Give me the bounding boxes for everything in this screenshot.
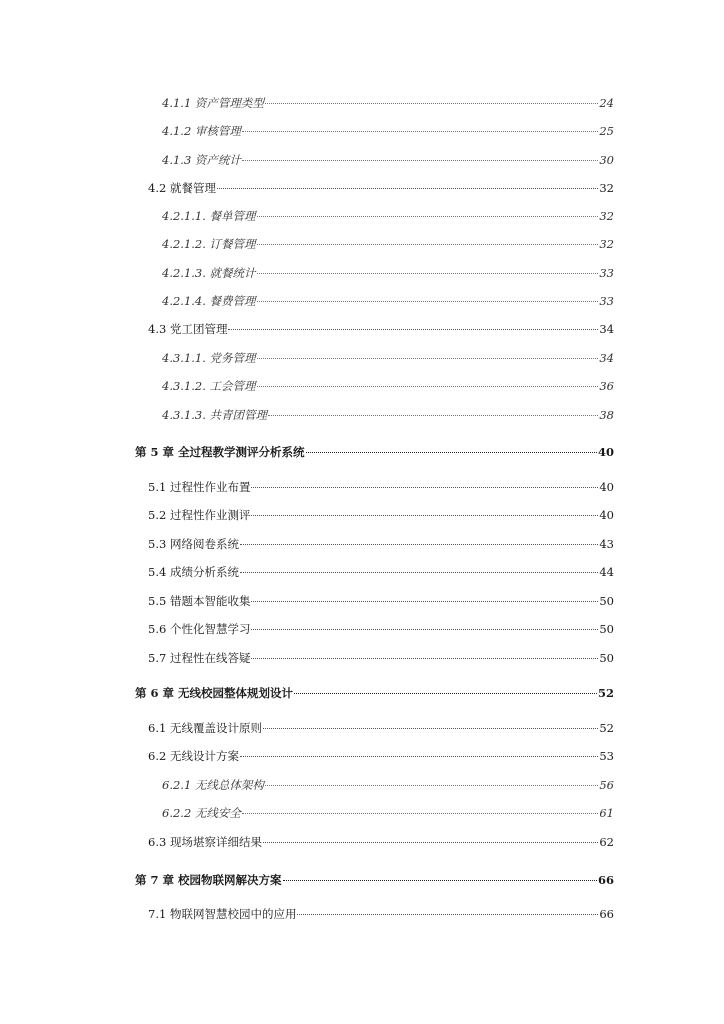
toc-entry[interactable]: [162, 379, 614, 393]
toc-entry-page: 66: [599, 907, 614, 921]
dot-leader: [242, 160, 598, 161]
dot-leader: [283, 880, 597, 881]
toc-entry-page: 33: [599, 294, 614, 308]
toc-entry-label: 6.3 现场堪察详细结果: [148, 835, 262, 849]
toc-entry-page: 40: [599, 480, 614, 494]
toc-entry-label: 4.2.1.2. 订餐管理: [162, 237, 256, 251]
toc-entry-label: 5.7 过程性在线答疑: [148, 651, 251, 665]
toc-entry[interactable]: [148, 594, 614, 608]
dot-leader: [294, 693, 597, 694]
toc-entry-page: 32: [599, 181, 614, 195]
toc-entry-page: 56: [599, 778, 614, 792]
toc-entry-page: 61: [599, 806, 614, 820]
dot-leader: [242, 813, 598, 814]
toc-entry[interactable]: [135, 445, 614, 459]
dot-leader: [257, 216, 599, 217]
toc-entry-label: 4.3.1.1. 党务管理: [162, 351, 256, 365]
toc-entry-label: 5.5 错题本智能收集: [148, 594, 251, 608]
toc-entry-page: 40: [599, 508, 614, 522]
toc-entry-label: 6.2.2 无线安全: [162, 806, 241, 820]
toc-entry[interactable]: [162, 153, 614, 167]
toc-entry[interactable]: [148, 721, 614, 735]
toc-entry-page: 40: [597, 445, 614, 459]
toc-entry[interactable]: [162, 96, 614, 110]
toc-entry[interactable]: [135, 873, 614, 887]
toc-entry[interactable]: [162, 806, 614, 820]
dot-leader: [265, 103, 598, 104]
dot-leader: [240, 544, 598, 545]
toc-entry-page: 30: [599, 153, 614, 167]
toc-entry[interactable]: [162, 266, 614, 280]
toc-entry-page: 25: [599, 124, 614, 138]
toc-entry-label: 6.1 无线覆盖设计原则: [148, 721, 262, 735]
toc-entry-page: 32: [599, 209, 614, 223]
toc-entry-page: 50: [599, 594, 614, 608]
toc-entry-label: 6.2.1 无线总体架构: [162, 778, 264, 792]
toc-entry[interactable]: [148, 907, 614, 921]
toc-entry-page: 32: [599, 237, 614, 251]
dot-leader: [257, 358, 599, 359]
toc-entry-page: 53: [599, 749, 614, 763]
dot-leader: [306, 452, 597, 453]
dot-leader: [240, 572, 598, 573]
toc-entry-label: 7.1 物联网智慧校园中的应用: [148, 907, 297, 921]
toc-entry-label: 第 7 章 校园物联网解决方案: [135, 873, 282, 887]
toc-entry-page: 38: [599, 408, 614, 422]
toc-entry-page: 43: [599, 537, 614, 551]
toc-entry[interactable]: [148, 651, 614, 665]
toc-entry-label: 6.2 无线设计方案: [148, 749, 239, 763]
toc-entry-label: 5.3 网络阅卷系统: [148, 537, 239, 551]
toc-entry-label: 4.1.2 审核管理: [162, 124, 241, 138]
dot-leader: [297, 914, 598, 915]
toc-entry[interactable]: [148, 537, 614, 551]
dot-leader: [257, 273, 599, 274]
toc-entry-label: 5.4 成绩分析系统: [148, 565, 239, 579]
toc-entry-label: 4.3 党工团管理: [148, 322, 228, 336]
toc-entry[interactable]: [148, 749, 614, 763]
dot-leader: [257, 386, 599, 387]
toc-entry[interactable]: [135, 686, 614, 700]
toc-entry[interactable]: [148, 622, 614, 636]
toc-entry-label: 4.3.1.2. 工会管理: [162, 379, 256, 393]
toc-entry-page: 44: [599, 565, 614, 579]
toc-entry[interactable]: [162, 778, 614, 792]
toc-entry[interactable]: [148, 322, 614, 336]
toc-entry[interactable]: [148, 565, 614, 579]
toc-entry-page: 24: [599, 96, 614, 110]
dot-leader: [257, 244, 599, 245]
toc-entry[interactable]: [162, 237, 614, 251]
toc-entry-page: 52: [599, 721, 614, 735]
toc-entry-label: 5.6 个性化智慧学习: [148, 622, 251, 636]
toc-entry-page: 66: [597, 873, 614, 887]
dot-leader: [257, 301, 599, 302]
dot-leader: [263, 728, 598, 729]
toc-entry[interactable]: [162, 124, 614, 138]
dot-leader: [251, 629, 598, 630]
toc-entry-page: 50: [599, 622, 614, 636]
toc-entry-label: 4.3.1.3. 共青团管理: [162, 408, 268, 422]
dot-leader: [251, 658, 598, 659]
dot-leader: [251, 487, 598, 488]
toc-entry[interactable]: [162, 351, 614, 365]
toc-entry-page: 36: [599, 379, 614, 393]
toc-entry-page: 34: [599, 351, 614, 365]
toc-entry[interactable]: [162, 408, 614, 422]
dot-leader: [217, 188, 598, 189]
toc-entry[interactable]: [148, 181, 614, 195]
dot-leader: [240, 756, 598, 757]
toc-entry-label: 4.2.1.3. 就餐统计: [162, 266, 256, 280]
toc-entry-label: 第 6 章 无线校园整体规划设计: [135, 686, 294, 700]
dot-leader: [251, 515, 598, 516]
toc-entry-label: 4.2.1.4. 餐费管理: [162, 294, 256, 308]
toc-entry-label: 4.2.1.1. 餐单管理: [162, 209, 256, 223]
toc-entry-label: 5.1 过程性作业布置: [148, 480, 251, 494]
dot-leader: [251, 601, 598, 602]
dot-leader: [242, 131, 598, 132]
dot-leader: [268, 415, 598, 416]
toc-entry[interactable]: [148, 835, 614, 849]
dot-leader: [263, 842, 598, 843]
toc-entry-label: 4.1.1 资产管理类型: [162, 96, 264, 110]
toc-entry[interactable]: [162, 294, 614, 308]
toc-entry-page: 50: [599, 651, 614, 665]
toc-entry[interactable]: [148, 508, 614, 522]
toc-entry-label: 4.1.3 资产统计: [162, 153, 241, 167]
toc-entry-label: 4.2 就餐管理: [148, 181, 216, 195]
toc-entry-page: 52: [597, 686, 614, 700]
dot-leader: [265, 785, 598, 786]
toc-entry-page: 62: [599, 835, 614, 849]
toc-entry[interactable]: [148, 480, 614, 494]
dot-leader: [228, 329, 598, 330]
toc-entry-label: 第 5 章 全过程教学测评分析系统: [135, 445, 305, 459]
toc-entry[interactable]: [162, 209, 614, 223]
toc-entry-page: 34: [599, 322, 614, 336]
toc-entry-page: 33: [599, 266, 614, 280]
toc-entry-label: 5.2 过程性作业测评: [148, 508, 251, 522]
